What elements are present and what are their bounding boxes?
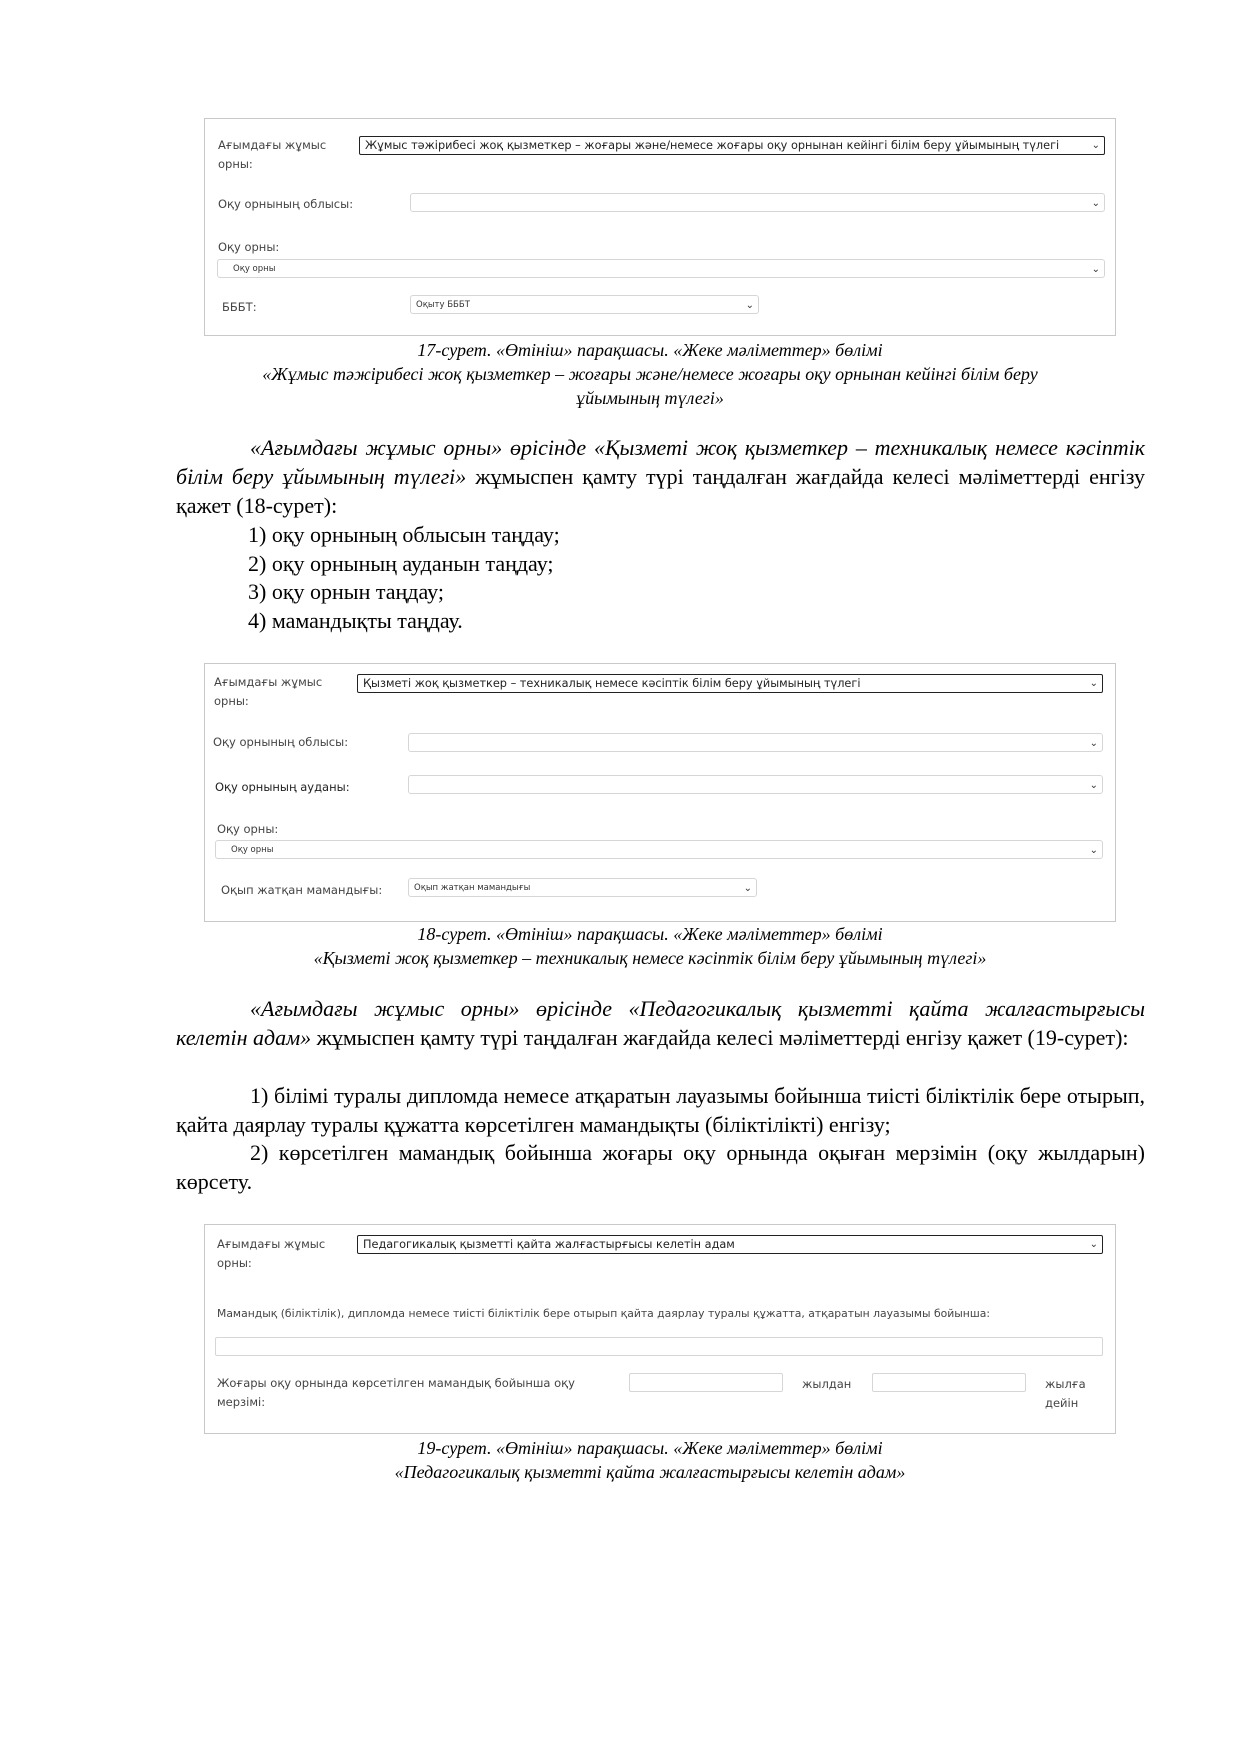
list-item: 1) білімі туралы дипломда немесе атқаратын лауазымы бойынша тиісті біліктілік бере отырып, қайта даярлау туралы құжатта көрсетілген мамандықты (біліктілікті) енгізу; [176,1083,1145,1137]
current-job-label: Ағымдағы жұмыс орны: [214,675,323,708]
institution-select[interactable]: Оқу орны ⌄ [215,840,1103,859]
figure-18-form [204,663,1116,922]
figure-19-form [204,1224,1116,1434]
list-item: 2) көрсетілген мамандық бойынша жоғары оқу орнында оқыған мерзімін (оқу жылдарын) көрсету. [176,1140,1145,1194]
institution-select[interactable]: Оқу орны ⌄ [217,259,1105,278]
chevron-down-icon: ⌄ [1089,845,1098,856]
figure-17-form [204,118,1116,336]
study-period-label: Жоғары оқу орнында көрсетілген мамандық бойынша оқу мерзімі: [217,1376,575,1409]
list-item: 4) мамандықты таңдау. [248,608,463,633]
chevron-down-icon: ⌄ [1091,140,1100,151]
list-item: 2) оқу орнының ауданын таңдау; [248,551,554,576]
region-select[interactable] [410,193,1105,212]
bbbt-label: БББТ: [222,300,257,314]
specialty-label: Оқып жатқан мамандығы: [221,883,383,897]
chevron-down-icon: ⌄ [1089,1239,1098,1250]
to-label: жылға дейін [1045,1377,1086,1410]
chevron-down-icon: ⌄ [1089,780,1098,791]
current-job-select[interactable]: Педагогикалық қызметті қайта жалғастырғысы келетін адам ⌄ [357,1235,1103,1254]
district-select[interactable] [408,775,1103,794]
chevron-down-icon: ⌄ [743,883,752,894]
from-label: жылдан [802,1377,852,1391]
district-label: Оқу орнының ауданы: [215,780,350,794]
region-label: Оқу орнының облысы: [218,197,354,211]
chevron-down-icon: ⌄ [1089,738,1098,749]
year-from-input[interactable] [629,1373,783,1392]
paragraph-2: «Ағымдағы жұмыс орны» өрісінде «Педагогикалық қызметті қайта жалғастырғысы келетін адам» жұмыспен қамту түрі таңдалған жағдайда келесі мәліметтерді енгізу қажет (19-сурет): [176,996,1145,1050]
figure-19-caption: 19-сурет. «Өтініш» парақшасы. «Жеке мәліметтер» бөлімі «Педагогикалық қызметті қайта жалғастырғысы келетін адам» [394,1438,906,1482]
chevron-down-icon: ⌄ [1089,678,1098,689]
specialty-label: Мамандық (біліктілік), дипломда немесе тиісті біліктілік бере отырып қайта даярлау туралы құжатта, атқаратын лауазымы бойынша: [217,1307,990,1320]
specialty-select[interactable]: Оқып жатқан мамандығы ⌄ [408,878,757,897]
chevron-down-icon: ⌄ [745,300,754,311]
year-to-input[interactable] [872,1373,1026,1392]
current-job-select[interactable]: Қызметі жоқ қызметкер – техникалық немесе кәсіптік білім беру ұйымының түлегі ⌄ [357,674,1103,693]
institution-label: Оқу орны: [218,240,280,254]
figure-17-caption: 17-сурет. «Өтініш» парақшасы. «Жеке мәліметтер» бөлімі «Жұмыс тәжірибесі жоқ қызметкер – жоғары және/немесе жоғары оқу орнынан кейінгі білім беру ұйымының түлегі» [262,340,1038,408]
region-select[interactable] [408,733,1103,752]
chevron-down-icon: ⌄ [1091,198,1100,209]
current-job-select[interactable]: Жұмыс тәжірибесі жоқ қызметкер – жоғары және/немесе жоғары оқу орнынан кейінгі білім беру ұйымының түлегі ⌄ [359,136,1105,155]
paragraph-1: «Ағымдағы жұмыс орны» өрісінде «Қызметі жоқ қызметкер – техникалық немесе кәсіптік білім беру ұйымының түлегі» жұмыспен қамту түрі таңдалған жағдайда келесі мәліметтерді енгізу қажет (18-сурет): [176,435,1146,518]
current-job-label: Ағымдағы жұмыс орны: [218,138,327,171]
list-item: 3) оқу орнын таңдау; [248,579,444,604]
current-job-label: Ағымдағы жұмыс орны: [217,1237,326,1270]
specialty-input[interactable] [215,1337,1103,1356]
bbbt-select[interactable]: Оқыту БББТ ⌄ [410,295,759,314]
institution-label: Оқу орны: [217,822,279,836]
region-label: Оқу орнының облысы: [213,735,349,749]
chevron-down-icon: ⌄ [1091,264,1100,275]
list-item: 1) оқу орнының облысын таңдау; [248,522,560,547]
figure-18-caption: 18-сурет. «Өтініш» парақшасы. «Жеке мәліметтер» бөлімі «Қызметі жоқ қызметкер – техникалық немесе кәсіптік білім беру ұйымының түлегі» [313,924,987,968]
